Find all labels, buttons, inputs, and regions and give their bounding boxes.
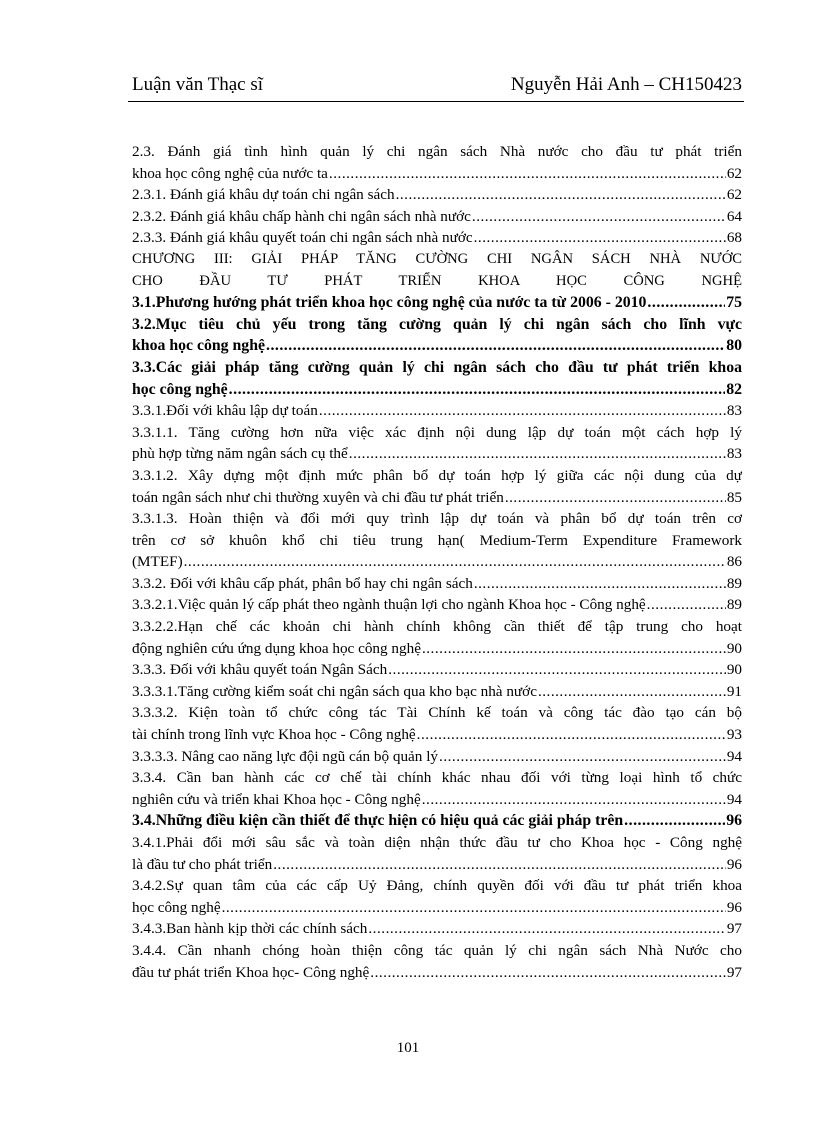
toc-dot-leader	[273, 854, 726, 876]
toc-page-number: 96	[726, 812, 742, 830]
toc-entry	[132, 702, 742, 745]
toc-dot-leader	[388, 659, 726, 681]
toc-entry-last-line	[132, 206, 742, 228]
toc-dot-leader	[229, 379, 726, 401]
toc-dot-leader	[472, 206, 726, 228]
toc-entry-last-line	[132, 335, 742, 357]
toc-entry-last-line	[132, 573, 742, 595]
toc-entry-title: 3.3.2. Đối với khâu cấp phát, phân bổ hay chi ngân sách	[132, 574, 473, 592]
toc-page-number: 96	[726, 898, 742, 916]
toc-entry-last-line	[132, 918, 742, 940]
toc-entry-title: CHO ĐẦU TƯ PHÁT TRIỂN KHOA HỌC CÔNG NGHỆ	[132, 272, 742, 289]
toc-entry-line: 3.2.Mục tiêu chủ yếu trong tăng cường quản lý chi ngân sách cho lĩnh vực	[132, 315, 742, 333]
toc-dot-leader	[329, 163, 726, 185]
toc-entry-last-line	[132, 659, 742, 681]
toc-entry-title: là đầu tư cho phát triển	[132, 855, 273, 873]
toc-page-number: 85	[726, 488, 742, 506]
toc-page-number: 89	[726, 596, 742, 614]
toc-entry-line: 3.3.1.2. Xây dựng một định mức phân bổ dự toán hợp lý giữa các nội dung của dự	[132, 466, 742, 484]
toc-page-number: 83	[726, 445, 742, 463]
toc-entry-title: 3.4.3.Ban hành kịp thời các chính sách	[132, 920, 368, 938]
toc-entry	[132, 141, 742, 184]
toc-page-number: 91	[726, 682, 742, 700]
header-divider	[128, 101, 744, 102]
toc-entry-line: 3.3.3.2. Kiện toàn tổ chức công tác Tài Chính kế toán và công tác đào tạo cán bộ	[132, 704, 742, 722]
toc-page-number: 62	[726, 164, 742, 182]
toc-entry-title: động nghiên cứu ứng dụng khoa học công nghệ	[132, 639, 421, 657]
toc-entry-line: trên cơ sở khuôn khổ chi tiêu trung hạn( Medium-Term Expenditure Framework	[132, 531, 742, 549]
toc-entry-line: 3.4.1.Phải đổi mới sâu sắc và toàn diện nhận thức đầu tư cho Khoa học - Công nghệ	[132, 834, 742, 851]
toc-entry	[132, 616, 742, 659]
toc-entry-title: 3.3.3.1.Tăng cường kiểm soát chi ngân sách qua kho bạc nhà nước	[132, 682, 537, 700]
toc-entry	[132, 681, 742, 703]
toc-dot-leader	[370, 962, 726, 984]
toc-entry	[132, 314, 742, 357]
toc-entry-line: 3.4.4. Cần nhanh chóng hoàn thiện công tác quản lý chi ngân sách Nhà Nước cho	[132, 941, 742, 959]
toc-entry-title: 3.3.3.3. Nâng cao năng lực đội ngũ cán bộ quản lý	[132, 747, 439, 765]
toc-dot-leader	[368, 918, 725, 940]
toc-dot-leader	[349, 443, 726, 465]
toc-dot-leader	[266, 335, 725, 357]
toc-entry-last-line	[132, 271, 742, 293]
toc-page-number: 94	[726, 790, 742, 808]
toc-entry-last-line	[132, 681, 742, 703]
toc-dot-leader	[538, 681, 726, 703]
toc-dot-leader	[422, 789, 726, 811]
toc-page-number: 93	[726, 726, 742, 744]
toc-entry-title: khoa học công nghệ của nước ta	[132, 164, 328, 182]
toc-dot-leader	[474, 227, 726, 249]
toc-entry	[132, 659, 742, 681]
toc-dot-leader	[422, 638, 726, 660]
toc-entry	[132, 400, 742, 422]
toc-entry-title: 3.3.2.1.Việc quản lý cấp phát theo ngành thuận lợi cho ngành Khoa học - Công nghệ	[132, 596, 646, 614]
toc-entry-title: tài chính trong lĩnh vực Khoa học - Công nghệ	[132, 726, 416, 744]
toc-entry-last-line	[132, 746, 742, 768]
toc-entry-last-line	[132, 227, 742, 249]
toc-page-number: 83	[726, 402, 742, 420]
toc-entry	[132, 357, 742, 400]
header-author: Nguyễn Hải Anh – CH150423	[510, 74, 742, 95]
toc-entry-title: nghiên cứu và triển khai Khoa học - Công nghệ	[132, 790, 421, 808]
table-of-contents	[132, 141, 742, 983]
toc-dot-leader	[319, 400, 726, 422]
toc-entry	[132, 508, 742, 573]
toc-entry-last-line	[132, 400, 742, 422]
toc-entry-title: đầu tư phát triển Khoa học- Công nghệ	[132, 963, 370, 981]
toc-entry	[132, 746, 742, 768]
page-number: 101	[396, 1040, 420, 1056]
toc-page-number: 90	[726, 661, 742, 679]
toc-entry-last-line	[132, 789, 742, 811]
toc-entry-title: học công nghệ	[132, 898, 221, 916]
toc-entry-last-line	[132, 594, 742, 616]
toc-entry	[132, 227, 742, 249]
toc-entry	[132, 184, 742, 206]
toc-entry-line: 3.3.4. Cần ban hành các cơ chế tài chính khác nhau đối với từng loại hình tổ chức	[132, 769, 742, 787]
toc-entry-title: 2.3.2. Đánh giá khâu chấp hành chi ngân sách nhà nước	[132, 207, 471, 225]
toc-page-number: 68	[726, 229, 742, 247]
toc-page-number: 89	[726, 574, 742, 592]
toc-entry-last-line	[132, 638, 742, 660]
toc-entry-title: phù hợp từng năm ngân sách cụ thể	[132, 445, 348, 463]
toc-page-number: 80	[726, 337, 742, 355]
toc-entry-last-line	[132, 163, 742, 185]
toc-entry	[132, 832, 742, 875]
header-thesis-type: Luận văn Thạc sĩ	[132, 74, 264, 95]
toc-page-number: 96	[726, 855, 742, 873]
toc-dot-leader	[624, 810, 725, 832]
toc-dot-leader	[222, 897, 726, 919]
toc-dot-leader	[647, 594, 726, 616]
toc-dot-leader	[474, 573, 726, 595]
toc-page-number: 62	[726, 186, 742, 204]
toc-entry-last-line	[132, 184, 742, 206]
toc-entry-last-line	[132, 897, 742, 919]
toc-page-number: 82	[726, 380, 742, 398]
toc-entry	[132, 249, 742, 292]
toc-entry-title: 3.3.3. Đối với khâu quyết toán Ngân Sách	[132, 661, 388, 679]
toc-dot-leader	[439, 746, 726, 768]
toc-entry-title: 3.1.Phương hướng phát triển khoa học công nghệ của nước ta từ 2006 - 2010	[132, 294, 647, 312]
toc-page-number: 90	[726, 639, 742, 657]
toc-page-number: 64	[726, 207, 742, 225]
toc-entry-title: 2.3.1. Đánh giá khâu dự toán chi ngân sách	[132, 186, 395, 204]
toc-entry-title: 3.3.1.Đối với khâu lập dự toán	[132, 402, 318, 420]
toc-page-number: 97	[726, 920, 742, 938]
toc-entry-last-line	[132, 810, 742, 832]
toc-entry	[132, 573, 742, 595]
toc-dot-leader	[647, 292, 725, 314]
toc-page-number: 97	[726, 963, 742, 981]
toc-entry	[132, 767, 742, 810]
toc-entry	[132, 206, 742, 228]
toc-entry-last-line	[132, 487, 742, 509]
page-header	[132, 74, 742, 100]
toc-page-number: 75	[726, 294, 742, 312]
toc-entry	[132, 810, 742, 832]
toc-entry-last-line	[132, 443, 742, 465]
toc-entry-last-line	[132, 292, 742, 314]
toc-entry	[132, 422, 742, 465]
toc-entry	[132, 292, 742, 314]
toc-dot-leader	[417, 724, 726, 746]
toc-entry-line: 2.3. Đánh giá tình hình quản lý chi ngân sách Nhà nước cho đầu tư phát triển	[132, 143, 742, 160]
toc-dot-leader	[505, 487, 726, 509]
toc-entry-title: 3.4.Những điều kiện cần thiết để thực hiện có hiệu quả các giải pháp trên	[132, 812, 624, 830]
toc-entry-title: khoa học công nghệ	[132, 337, 265, 355]
toc-entry	[132, 940, 742, 983]
toc-entry-title: học công nghệ	[132, 380, 228, 398]
toc-dot-leader	[396, 184, 726, 206]
toc-entry-last-line	[132, 551, 742, 573]
toc-entry	[132, 875, 742, 918]
toc-entry-line: 3.3.1.1. Tăng cường hơn nữa việc xác định nội dung lập dự toán một cách hợp lý	[132, 423, 742, 441]
toc-entry	[132, 594, 742, 616]
toc-entry-title: (MTEF)	[132, 553, 183, 571]
toc-entry-last-line	[132, 379, 742, 401]
toc-entry-title: toán ngân sách như chi thường xuyên và chi đầu tư phát triển	[132, 488, 504, 506]
toc-entry-last-line	[132, 962, 742, 984]
toc-entry-line: 3.4.2.Sự quan tâm của các cấp Uỷ Đảng, chính quyền đối với đầu tư phát triển khoa	[132, 877, 742, 895]
toc-entry	[132, 465, 742, 508]
toc-entry-last-line	[132, 724, 742, 746]
toc-page-number: 94	[726, 747, 742, 765]
toc-entry	[132, 918, 742, 940]
toc-entry-line: 3.3.2.2.Hạn chế các khoản chi hành chính không cần thiết để tập trung cho hoạt	[132, 618, 742, 636]
toc-page-number: 86	[726, 553, 742, 571]
toc-entry-title: 2.3.3. Đánh giá khâu quyết toán chi ngân sách nhà nước	[132, 229, 473, 247]
toc-entry-line: 3.3.Các giải pháp tăng cường quản lý chi ngân sách cho đầu tư phát triển khoa	[132, 358, 742, 376]
toc-dot-leader	[184, 551, 726, 573]
toc-entry-line: 3.3.1.3. Hoàn thiện và đổi mới quy trình lập dự toán và phân bổ dự toán trên cơ	[132, 510, 742, 528]
toc-entry-line: CHƯƠNG III: GIẢI PHÁP TĂNG CƯỜNG CHI NGÂN SÁCH NHÀ NƯỚC	[132, 250, 742, 267]
toc-entry-last-line	[132, 854, 742, 876]
